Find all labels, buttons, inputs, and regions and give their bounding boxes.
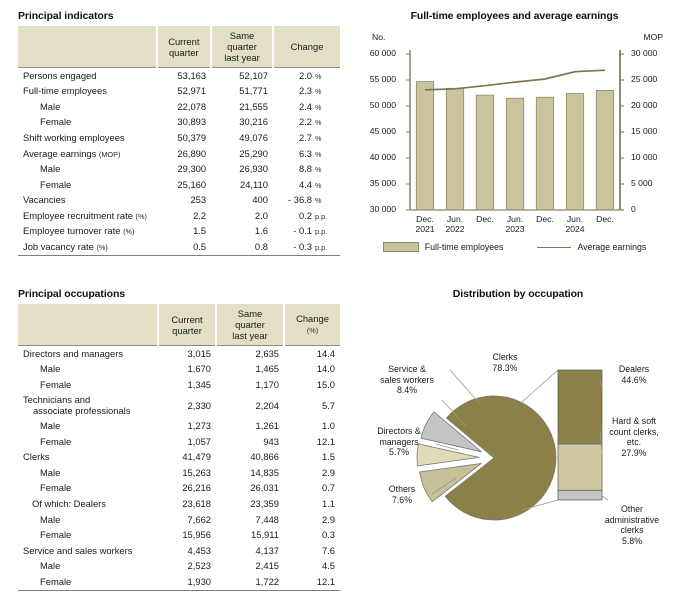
pie-leader-line-0 <box>450 370 480 404</box>
employees-earnings-chart-panel <box>362 10 667 252</box>
header-row <box>18 304 340 346</box>
row-label: Female <box>40 116 72 128</box>
row-label: Female <box>40 575 72 587</box>
principal-indicators-table <box>18 26 340 255</box>
left-tick-label-3: 45 000 <box>369 126 396 136</box>
left-tick-label-1: 55 000 <box>369 74 396 84</box>
row-label: Service and sales workers <box>23 544 133 556</box>
principal-indicators-panel <box>18 10 340 256</box>
header-row <box>18 26 340 68</box>
change-value: 6.3 <box>298 147 312 159</box>
distribution-chart-title: Distribution by occupation <box>452 288 584 300</box>
right-tick-label-0: 30 000 <box>631 48 658 58</box>
change-value: 2.2 <box>298 116 312 128</box>
legend-label-average-earnings: Average earnings <box>577 242 647 252</box>
cell-last: 400 <box>252 194 268 206</box>
cell-change: 12.1 <box>316 575 335 587</box>
cell-change: 0.3 <box>321 529 335 541</box>
breakdown-segment-2 <box>558 490 602 500</box>
cell-last: 51,771 <box>239 85 268 97</box>
cell-change: 15.0 <box>316 378 335 390</box>
left-tick-label-5: 35 000 <box>369 178 396 188</box>
header-change: Change <box>273 26 340 68</box>
cell-change <box>273 193 340 209</box>
change-value: 0.2 <box>298 209 312 221</box>
cell-last: 2.0 <box>254 209 268 221</box>
cell-change <box>273 130 340 146</box>
x-axis-ticks <box>410 214 620 234</box>
cell-current: 1,273 <box>187 420 211 432</box>
employees-earnings-chart-title: Full-time employees and average earnings <box>410 10 619 22</box>
x-tick-label-1 <box>440 214 470 234</box>
change-unit: % <box>315 71 322 81</box>
cell-change <box>273 146 340 162</box>
row-label: Employee recruitment rate (%) <box>23 209 147 221</box>
left-tick-label-2: 50 000 <box>369 100 396 110</box>
cell-last: 40,866 <box>250 451 279 463</box>
x-tick-label-0 <box>410 214 440 234</box>
x-tick-month-2: Dec. <box>476 214 494 224</box>
header-same-quarter-last-year <box>216 304 284 346</box>
cell-last: 15,911 <box>251 529 279 541</box>
cell-current: 7,662 <box>187 513 211 525</box>
cell-current: 15,263 <box>182 466 211 478</box>
table-row <box>18 362 340 378</box>
cell-current: 2.2 <box>193 209 207 221</box>
pie-label-clerks-line2: 78.3% <box>492 362 518 373</box>
cell-last: 1,465 <box>255 363 279 375</box>
pie-label-others-line2: 7.6% <box>391 494 413 505</box>
cell-last: 2,415 <box>255 560 279 572</box>
cell-change <box>273 115 340 131</box>
cell-current: 23,618 <box>182 498 211 509</box>
table-row <box>18 481 340 497</box>
header-current-quarter <box>157 26 212 68</box>
table-row <box>18 68 340 84</box>
row-label: Female <box>40 435 72 447</box>
cell-last: 1,170 <box>255 378 279 390</box>
bar-5 <box>566 94 583 211</box>
cell-last: 2,204 <box>255 399 279 411</box>
change-value: 2.0 <box>298 69 312 81</box>
pie-label-directors-line1: Directors & <box>377 426 421 436</box>
bar-label-dealers-line1: Dealers <box>618 364 650 374</box>
right-tick-label-5: 5 000 <box>631 178 653 188</box>
row-label-line2: associate professionals <box>33 404 131 416</box>
header-current-line1: Current <box>168 35 200 47</box>
cell-current: 22,078 <box>177 100 207 112</box>
cell-last: 4,137 <box>255 544 279 556</box>
x-tick-year-5: 2024 <box>565 224 585 234</box>
header-same-line2: last year <box>232 330 268 342</box>
pie-label-clerks-line1: Clerks <box>492 352 518 362</box>
row-label-unit: (%) <box>123 227 135 237</box>
change-unit: % <box>315 196 322 206</box>
cell-current: 2,330 <box>187 399 211 411</box>
indicators-bottom-rule <box>18 255 340 256</box>
table-row <box>18 559 340 575</box>
cell-current: 41,479 <box>182 451 211 463</box>
cell-change: 2.9 <box>321 466 335 478</box>
table-row <box>18 99 340 115</box>
header-current-line1: Current <box>171 313 203 325</box>
pie-label-directors-managers <box>362 426 436 458</box>
breakdown-connector-0 <box>522 370 558 402</box>
bar-label-hard-soft-count-clerks <box>594 416 674 458</box>
row-label: Male <box>40 560 61 572</box>
change-value: 2.3 <box>298 85 312 97</box>
cell-last: 21,555 <box>239 100 268 112</box>
cell-change <box>273 68 340 84</box>
table-row <box>18 346 340 362</box>
combo-chart <box>362 28 667 256</box>
legend-label-full-time-employees: Full-time employees <box>424 242 504 252</box>
x-tick-month-5: Jun. <box>566 214 584 224</box>
table-row <box>18 239 340 255</box>
pie-label-clerks <box>466 352 544 373</box>
row-label: Average earnings (MOP) <box>23 147 121 159</box>
cell-current: 26,890 <box>177 147 207 159</box>
change-unit: % <box>315 87 322 97</box>
bar-1 <box>446 88 463 210</box>
cell-change <box>273 99 340 115</box>
row-label-unit: (MOP) <box>98 149 121 159</box>
table-row <box>18 377 340 393</box>
bar-leader-line-2 <box>602 496 608 500</box>
row-label-unit: (%) <box>135 211 147 221</box>
occupations-bottom-rule <box>18 590 340 591</box>
principal-occupations-title: Principal occupations <box>18 288 126 300</box>
bar-label-hardsoft-line1: Hard & soft <box>611 416 656 426</box>
left-tick-label-6: 30 000 <box>369 204 396 214</box>
change-value: 2.7 <box>298 132 312 143</box>
change-value: 4.4 <box>298 178 312 190</box>
change-unit: % <box>315 180 322 190</box>
pie-label-service-line2: sales workers <box>380 374 434 385</box>
cell-change <box>273 224 340 240</box>
cell-last: 52,107 <box>239 69 268 81</box>
cell-current: 0.5 <box>193 240 207 252</box>
cell-last: 1,261 <box>255 420 279 432</box>
table-row <box>18 465 340 481</box>
average-earnings-line <box>425 70 605 90</box>
bar-label-hardsoft-line4: 27.9% <box>621 447 647 458</box>
row-label: Male <box>40 163 61 175</box>
cell-current: 29,300 <box>177 163 207 175</box>
table-row <box>18 450 340 466</box>
header-same-line1: Same quarter <box>227 30 257 53</box>
cell-current: 30,893 <box>177 116 207 128</box>
bar-label-otheradm-line1: Other <box>620 504 643 514</box>
cell-change <box>273 177 340 193</box>
cell-change <box>273 161 340 177</box>
row-label-unit: (%) <box>96 242 108 252</box>
row-label: Persons engaged <box>23 69 97 81</box>
pie-label-service-line3: 8.4% <box>396 385 418 396</box>
left-axis-unit: No. <box>372 32 386 42</box>
pie-label-service-line1: Service & <box>388 364 426 374</box>
x-tick-label-4 <box>530 214 560 234</box>
cell-current: 53,163 <box>177 69 207 81</box>
right-tick-label-6: 0 <box>631 204 636 214</box>
bar-label-hardsoft-line2: count clerks, <box>609 426 659 437</box>
row-label: Shift working employees <box>23 132 125 143</box>
header-same-line1: Same quarter <box>235 308 265 331</box>
cell-last: 7,448 <box>255 513 279 525</box>
bar-label-otheradm-line2: administrative <box>604 514 660 525</box>
left-tick-label-4: 40 000 <box>369 152 396 162</box>
cell-current: 15,956 <box>182 529 211 541</box>
row-label: Male <box>40 420 61 432</box>
pie-label-directors-line3: 5.7% <box>388 447 410 458</box>
row-label <box>18 393 158 419</box>
right-axis-unit: MOP <box>643 32 663 42</box>
row-label: Male <box>40 100 61 112</box>
cell-last: 23,359 <box>250 498 279 509</box>
table-row <box>18 419 340 435</box>
x-tick-label-3 <box>500 214 530 234</box>
header-blank <box>18 304 158 346</box>
row-label: Male <box>40 466 61 478</box>
cell-change: 14.4 <box>316 347 335 359</box>
bar-4 <box>536 97 553 210</box>
table-row <box>18 574 340 590</box>
bar-2 <box>476 95 493 210</box>
table-row <box>18 146 340 162</box>
change-value: - 36.8 <box>288 194 312 206</box>
x-tick-month-1: Jun. <box>446 214 464 224</box>
cell-last: 24,110 <box>239 178 268 190</box>
row-label: Clerks <box>23 451 50 463</box>
change-unit: p.p. <box>315 242 328 252</box>
x-tick-year-0: 2021 <box>415 224 435 234</box>
header-same-line2: last year <box>224 52 260 64</box>
right-tick-label-1: 25 000 <box>631 74 658 84</box>
header-change-unit: (%) <box>306 326 319 336</box>
right-tick-label-2: 20 000 <box>631 100 658 110</box>
row-label: Female <box>40 378 72 390</box>
right-tick-label-3: 15 000 <box>631 126 658 136</box>
table-body <box>18 68 340 255</box>
cell-change: 7.6 <box>321 544 335 556</box>
change-unit: p.p. <box>315 227 328 237</box>
principal-indicators-title: Principal indicators <box>18 10 114 22</box>
cell-change: 5.7 <box>321 399 335 411</box>
cell-change: 14.0 <box>316 363 335 375</box>
row-label-line1: Technicians and <box>23 394 91 406</box>
cell-change: 1.1 <box>321 498 335 509</box>
cell-change: 0.7 <box>321 482 335 494</box>
header-change <box>284 304 340 346</box>
cell-last: 30,216 <box>239 116 268 128</box>
x-tick-year-1: 2022 <box>445 224 465 234</box>
x-tick-month-4: Dec. <box>536 214 554 224</box>
cell-change: 12.1 <box>316 435 335 447</box>
header-current-line2: quarter <box>172 324 202 336</box>
row-label: Of which: Dealers <box>32 498 106 509</box>
cell-current: 50,379 <box>177 132 207 143</box>
table-header <box>18 26 340 68</box>
table-row <box>18 193 340 209</box>
left-tick-label-0: 60 000 <box>369 48 396 58</box>
cell-current: 25,160 <box>177 178 207 190</box>
cell-last: 943 <box>263 435 279 447</box>
cell-last: 2,635 <box>255 347 279 359</box>
cell-change <box>273 208 340 224</box>
header-current-line2: quarter <box>168 46 199 58</box>
header-blank <box>18 26 157 68</box>
row-label: Full-time employees <box>23 85 107 97</box>
table-row <box>18 393 340 419</box>
table-row <box>18 527 340 543</box>
table-row <box>18 434 340 450</box>
cell-current: 4,453 <box>187 544 211 556</box>
cell-current: 52,971 <box>177 85 207 97</box>
header-change-line1: Change <box>296 313 329 325</box>
row-label: Female <box>40 178 72 190</box>
x-tick-month-6: Dec. <box>596 214 614 224</box>
cell-current: 1,345 <box>187 378 211 390</box>
table-row <box>18 496 340 512</box>
table-header <box>18 304 340 346</box>
x-tick-label-2 <box>470 214 500 234</box>
x-tick-year-3: 2023 <box>505 224 525 234</box>
table-row <box>18 115 340 131</box>
row-label: Employee turnover rate (%) <box>23 225 135 237</box>
cell-change: 2.9 <box>321 513 335 525</box>
principal-occupations-panel <box>18 288 340 591</box>
table-row <box>18 543 340 559</box>
change-unit: % <box>315 118 322 128</box>
row-label: Male <box>40 513 61 525</box>
change-unit: p.p. <box>315 211 328 221</box>
row-label: Female <box>40 529 72 541</box>
row-label: Vacancies <box>23 194 66 206</box>
cell-current: 26,216 <box>182 482 211 494</box>
pie-label-service-sales-workers <box>364 364 450 396</box>
change-unit: % <box>315 149 322 159</box>
bar-label-otheradm-line3: clerks <box>620 525 644 536</box>
change-unit: % <box>315 134 322 143</box>
bar-0 <box>416 82 433 210</box>
header-same-quarter-last-year <box>211 26 273 68</box>
bar-label-otheradm-line4: 5.8% <box>621 535 643 546</box>
table-body <box>18 346 340 590</box>
cell-change: 1.0 <box>321 420 335 432</box>
table-row <box>18 130 340 146</box>
bar-of-pie-chart <box>362 308 674 583</box>
cell-last: 49,076 <box>239 132 268 143</box>
x-tick-month-0: Dec. <box>416 214 434 224</box>
header-current-quarter <box>158 304 216 346</box>
bar-label-dealers-line2: 44.6% <box>621 374 647 385</box>
cell-last: 25,290 <box>239 147 268 159</box>
x-tick-label-5 <box>560 214 590 234</box>
principal-occupations-table <box>18 304 340 590</box>
cell-current: 253 <box>190 194 207 206</box>
change-value: 2.4 <box>298 100 312 112</box>
table-row <box>18 177 340 193</box>
table-row <box>18 512 340 528</box>
cell-last: 0.8 <box>254 240 268 252</box>
cell-current: 1,670 <box>187 363 211 375</box>
row-label: Female <box>40 482 72 494</box>
pie-label-directors-line2: managers <box>379 436 419 447</box>
table-row <box>18 224 340 240</box>
cell-change: 4.5 <box>321 560 335 572</box>
pie-label-others-line1: Others <box>388 484 416 494</box>
cell-last: 26,930 <box>239 163 268 175</box>
cell-last: 14,835 <box>250 466 279 478</box>
bar-label-other-administrative-clerks <box>590 504 674 546</box>
distribution-by-occupation-panel <box>362 288 674 588</box>
change-unit: % <box>315 102 322 112</box>
change-value: 8.8 <box>298 163 312 175</box>
row-label: Job vacancy rate (%) <box>23 240 108 252</box>
pie-label-others <box>374 484 430 505</box>
cell-last: 1,722 <box>255 575 279 587</box>
cell-last: 26,031 <box>250 482 279 494</box>
cell-current: 1,930 <box>187 575 211 587</box>
x-tick-month-3: Jun. <box>506 214 524 224</box>
cell-current: 2,523 <box>187 560 211 572</box>
row-label: Directors and managers <box>23 347 124 359</box>
row-label: Male <box>40 363 61 375</box>
table-row <box>18 208 340 224</box>
change-value: - 0.3 <box>293 240 312 252</box>
table-row <box>18 84 340 100</box>
bar-label-hardsoft-line3: etc. <box>626 437 642 448</box>
bar-label-dealers <box>598 364 670 385</box>
change-value: - 0.1 <box>293 225 312 237</box>
right-tick-label-4: 10 000 <box>631 152 658 162</box>
cell-current: 1,057 <box>187 435 211 447</box>
table-row <box>18 161 340 177</box>
cell-last: 1.6 <box>254 225 268 237</box>
cell-current: 1.5 <box>193 225 207 237</box>
cell-change <box>273 84 340 100</box>
cell-change: 1.5 <box>321 451 335 463</box>
x-tick-label-6 <box>590 214 620 234</box>
cell-change <box>273 239 340 255</box>
bar-3 <box>506 98 523 210</box>
cell-current: 3,015 <box>187 347 211 359</box>
bar-6 <box>596 90 613 210</box>
change-unit: % <box>315 165 322 175</box>
